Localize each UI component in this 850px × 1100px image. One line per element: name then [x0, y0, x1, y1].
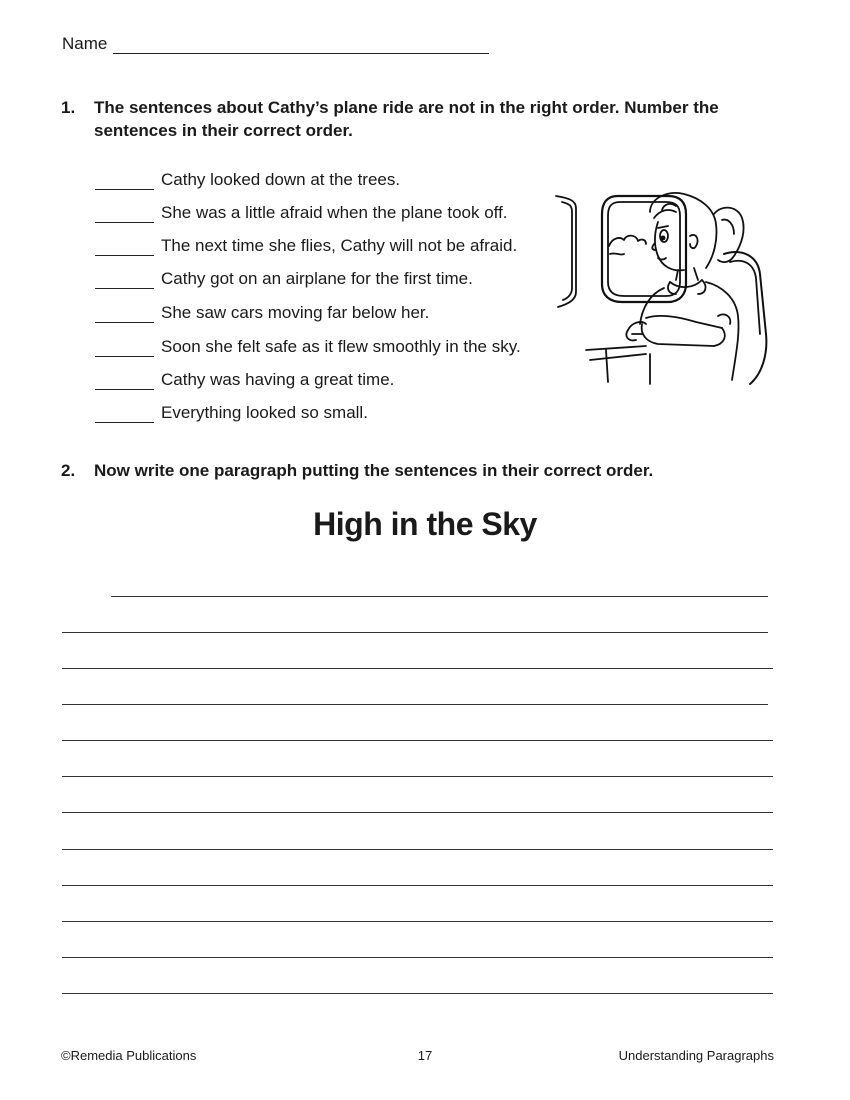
sentence-text: She was a little afraid when the plane took off. [161, 203, 508, 222]
sentence-text: Soon she felt safe as it flew smoothly in the sky. [161, 337, 521, 356]
writing-line-9[interactable] [62, 885, 773, 886]
sentence-text: She saw cars moving far below her. [161, 303, 430, 322]
writing-line-8[interactable] [62, 849, 773, 850]
footer-publisher: ©Remedia Publications [61, 1048, 197, 1063]
question-2-number: 2. [61, 461, 76, 480]
sentence-item-3 [95, 236, 517, 256]
sentence-text: Cathy got on an airplane for the first time. [161, 269, 473, 288]
sentence-item-4 [95, 269, 473, 289]
footer-book-title: Understanding Paragraphs [618, 1048, 774, 1063]
question-2-prompt: Now write one paragraph putting the sentences in their correct order. [94, 461, 654, 480]
writing-line-10[interactable] [62, 921, 773, 922]
question-1-number: 1. [61, 98, 76, 117]
sentence-item-5 [95, 303, 429, 323]
order-blank[interactable] [95, 175, 154, 190]
writing-line-4[interactable] [62, 704, 768, 705]
question-2 [61, 459, 781, 484]
order-blank[interactable] [95, 274, 154, 289]
writing-line-6[interactable] [62, 776, 773, 777]
question-1-prompt: The sentences about Cathy’s plane ride are not in the right order. Number the sentences in their correct order. [94, 98, 719, 140]
writing-line-7[interactable] [62, 812, 773, 813]
name-blank-line[interactable] [113, 37, 489, 54]
order-blank[interactable] [95, 375, 154, 390]
sentence-text: Cathy was having a great time. [161, 370, 395, 389]
name-label: Name [62, 34, 108, 53]
writing-line-12[interactable] [62, 993, 773, 994]
writing-line-3[interactable] [62, 668, 773, 669]
order-blank[interactable] [95, 408, 154, 423]
sentence-text: The next time she flies, Cathy will not be afraid. [161, 236, 518, 255]
sentence-text: Everything looked so small. [161, 403, 368, 422]
order-blank[interactable] [95, 308, 154, 323]
order-blank[interactable] [95, 342, 154, 357]
sentence-text: Cathy looked down at the trees. [161, 170, 401, 189]
sentence-item-7 [95, 370, 394, 390]
order-blank[interactable] [95, 241, 154, 256]
sentence-item-8 [95, 403, 368, 423]
paragraph-title: High in the Sky [313, 506, 537, 542]
footer-page-number: 17 [417, 1048, 433, 1063]
order-blank[interactable] [95, 208, 154, 223]
sentence-item-6 [95, 337, 521, 357]
writing-line-5[interactable] [62, 740, 773, 741]
question-1 [61, 96, 781, 146]
writing-line-2[interactable] [62, 632, 768, 633]
sentence-item-2 [95, 203, 508, 223]
girl-at-airplane-window-illustration [546, 184, 778, 390]
writing-line-11[interactable] [62, 957, 773, 958]
sentence-item-1 [95, 170, 400, 190]
name-field [62, 34, 489, 54]
writing-line-1[interactable] [111, 596, 768, 597]
